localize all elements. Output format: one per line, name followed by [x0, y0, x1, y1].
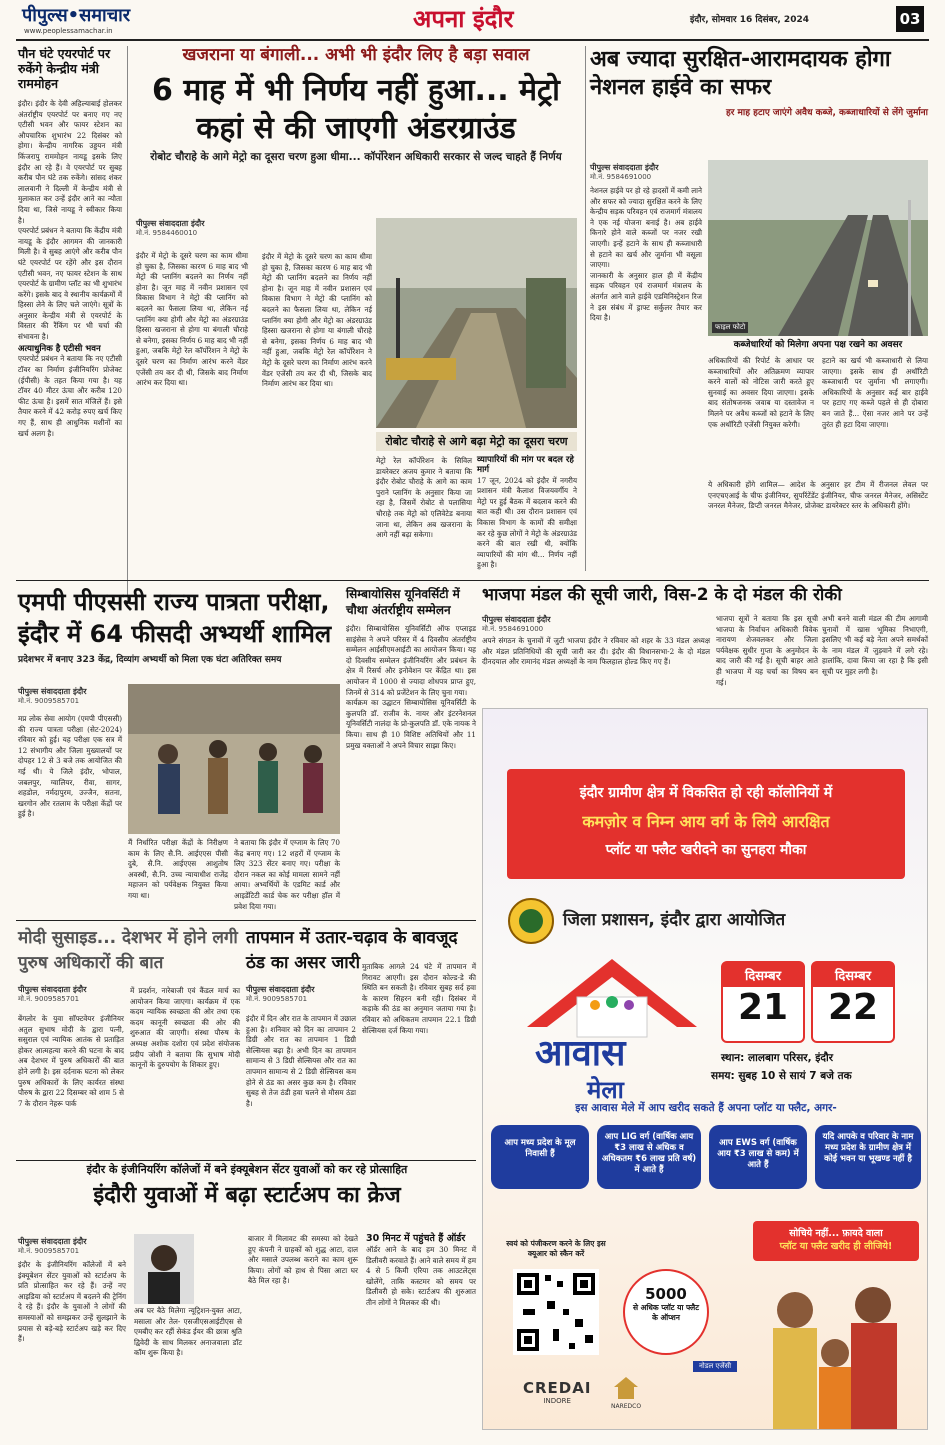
eligibility-heading: इस आवास मेले में आप खरीद सकते हैं अपना प्लॉट या फ्लैट, अगर- [575, 1102, 837, 1114]
naredco-icon [614, 1377, 638, 1399]
ad-venue: स्थान: लालबाग परिसर, इंदौर [721, 1052, 833, 1064]
metro-body-col2: इंदौर में मेट्रो के दूसरे चरण का काम धीमा हो चुका है, जिसका कारण 6 माह बाद भी मेट्रो की प्लानिंग बदलने का निर्णय नहीं होना है। जून माह में नवीन प्रशासन एवं विकास विभाग ने मेट्रो की प्लानिंग को बदलने का फैसला लिया था, लेकिन नई प्लानिंग क्या होगी और मेट्रो का अंडरग्राउंड हिस्सा खजराना से होगा या बंगाली चौराहे से बनेगा, इसका निर्णय 6 माह बाद भी नहीं हुआ, जबकि मेट्रो रेल कॉर्पोरेशन ने मेट्रो के दूसरे चरण का निर्माण आरंभ करने वेंडर एजेंसी तय कर दी थी, जिसके बाद निर्माण आरंभ कर दिया था। [136, 251, 251, 388]
symbiosis-body-2: कार्यक्रम का उद्घाटन सिम्बायोसिस यूनिवर्सिटी के कुलपति डॉ. राजीव के. नायर और इंटरनेशनल यूनिवर्सिटी नालंदा के प्रो-कुलपति डॉ. एके नायक ने किया। साथ ही 10 विशिष्ट अतिथियों और 11 प्रमुख वक्ताओं ने अपने विचार साझा किए। [346, 698, 479, 750]
bjp-byline: पीपुल्स संवाददाता इंदौर [482, 615, 551, 624]
date-card-22 [811, 961, 895, 1043]
date-card-21 [721, 961, 805, 1043]
startup-founder-photo[interactable] [134, 1234, 194, 1304]
bjp-body: अपने संगठन के चुनावों में जुटी भाजपा इंदौर ने रविवार को शहर के 33 मंडल अध्यक्ष और मंडल प्रतिनिधियों की सूची जारी कर दी। इंदौर की विधानसभा-2 के दो मंडल दीनदयाल और रामानंद मंडल अध्यक्षों के नाम फिलहाल होल्ड किए गए हैं। [482, 636, 713, 667]
eligibility-list [491, 1125, 921, 1193]
mppsc-body: मप्र लोक सेवा आयोग (एमपी पीएससी) की राज्य पात्रता परीक्षा (सेट-2024) रविवार को हुई। यह परीक्षा एक सत्र में 12 संभागीय और जिला मुख्यालयों पर दोपहर 12 से 3 बजे तक आयोजित की गई थी। ये जिले इंदौर, भोपाल, जबलपुर, ग्वालियर, रीवा, सागर, शहडोल, नर्मदापुरम, उज्जैन, सतना, खरगोन और रतलाम के परीक्षा केंद्रों पर हुई है। [18, 714, 125, 819]
eligibility-item: आप EWS वर्ग (वार्षिक आय ₹3 लाख से कम) में आते हैं [709, 1125, 807, 1189]
metro-kicker: खजराना या बंगाली... अभी भी इंदौर लिए है बड़ा सवाल [182, 45, 530, 65]
credai-logo-text: CREDAI [523, 1379, 592, 1397]
highway-story [590, 46, 931, 574]
credai-logo [523, 1379, 591, 1405]
bjp-body-3: अभी बनने वाली मंडल की टीम आगामी चुनावों में खास भूमिका निभाएगी, इसलिए भी कई बड़े नेता अपने समर्थकों के नाम मंडल में जुड़वाने में लगे रहे। हालांकि, दावा किया जा रहा है कि इसी सूची पर मुहर लगी है। [822, 614, 931, 676]
startup-phone: मो.नं. 9009585701 [18, 1247, 80, 1255]
registration-qr-code[interactable] [513, 1269, 599, 1355]
metro-body-2: मेट्रो रेल कॉर्पोरेशन के सिविल डायरेक्टर अजय कुमार ने बताया कि इंदौर रोबोट चौराहे के आगे का काम पुराने प्लानिंग के अनुसार किया जा रहा है, जिसमें रोबोट से पलासिया चौराहे तक मेट्रो को एलिवेटेड बनाया जाना था, लेकिन अब खजराना के आगे नहीं बढ़ा सकेगा। [376, 456, 475, 540]
mppsc-exam-photo[interactable] [128, 684, 340, 834]
dateline: इंदौर, सोमवार 16 दिसंबर, 2024 [690, 15, 809, 25]
bjp-story [482, 585, 931, 701]
column-rule-left [127, 46, 128, 601]
ad-tagline-2: प्लॉट या फ्लैट खरीद ही लीजिये! [779, 1241, 893, 1252]
highway-phone: मो.नं. 9584691000 [590, 173, 652, 181]
highway-body-3: ये अधिकारी होंगे शामिल— आदेश के अनुसार हर टीम में रीजनल लेवल पर एनएचएआई के चीफ इंजीनियर, सुपरिंटेंडेंट इंजीनियर, चीफ जनरल मैनेजर, असिस्टेंट जनरल मैनेजर, डिप्टी जनरल मैनेजर, प्रोजेक्ट डायरेक्टर स्तर के अधिकारी होंगे। [708, 480, 931, 511]
date-card-21-month: दिसम्बर [723, 963, 803, 987]
airport-body: इंदौर। इंदौर के देवी अहिल्याबाई होलकर अंतर्राष्ट्रीय एयरपोर्ट पर बनाए गए नए एटीसी भवन और फायर स्टेशन का औपचारिक शुभारंभ 22 दिसंबर को होगा। केन्द्रीय नागरिक उड्डयन मंत्री किंजरापु राममोहन नायडू इसके लिए इंदौर आ रहे हैं। वे एयरपोर्ट पर सुबह करीब पौन घंटे तक रुकेंगे। सांसद शंकर लालवानी ने दिल्ली में केन्द्रीय मंत्री से मुलाकात कर उन्हें इंदौर आने का न्यौता दिया था, जिसे नायडू ने स्वीकार किया है। एयरपोर्ट प्रबंधन ने बताया कि केंद्रीय मंत्री नायडू के इंदौर आगमन की जानकारी मिली है। वे सुबह आएंगे और करीब पौन घंटे एयरपोर्ट पर रहेंगे और इस दौरान एटीसी भवन, नए फायर स्टेशन के साथ एयरपोर्ट के ग्रामीण प्लॉट का भी शुभारंभ करेंगे। इसके बाद वे स्थानीय कार्यक्रमों में हिस्सा लेने के लिए चले जाएंगे। सूत्रों के अनुसार केन्द्रीय मंत्री से एयरपोर्ट के विस्तार की रैंकिंग पर भी चर्चा की संभावना है। [18, 99, 122, 342]
highway-body: नेशनल हाईवे पर हो रहे हादसों में कमी लाने और सफर को ज्यादा सुरक्षित करने के लिए केन्द्रीय सड़क परिवहन एवं राजमार्ग मंत्रालय ने एक नई योजना बनाई है। अब हाईवे किनारे होने वाले कब्जों पर नजर रखी जाएगी। इन्हें हटाने के साथ ही कब्जाधारी से हटाने का खर्च और जुर्माना भी वसूला जाएगा। जानकारी के अनुसार हाल ही में केंद्रीय सड़क परिवहन एवं राजमार्ग मंत्रालय के अंतर्गत आने वाले हाईवे एडमिनिस्ट्रेशन रिज ने इस संबंध में ड्राफ्ट सर्कुलर तैयार कर दिया है। [590, 186, 702, 323]
startup-kicker: इंदौर के इंजीनियरिंग कॉलेजों में बने इंक्यूबेशन सेंटर युवाओं को कर रहे प्रोत्साहित [86, 1163, 408, 1176]
ad-banner-line-1: इंदौर ग्रामीण क्षेत्र में विकसित हो रही कॉलोनियों में [579, 785, 833, 801]
airport-body-2: एयरपोर्ट प्रबंधन ने बताया कि नए एटीसी टॉवर का निर्माण इंजीनियरिंग प्रोजेक्ट (ईपीसी) के तहत किया गया है। यह टॉवर 40 मीटर ऊंचा और करीब 120 फीट ऊंचा है। इसमें सात मंजिलें हैं। इसे तैयार करने में 42 करोड़ रुपए खर्च किए गए हैं, साथ ही आधुनिक मशीनों का खर्च अलग है। [18, 354, 125, 438]
mp-govt-emblem-icon [507, 897, 555, 945]
airport-headline: पौन घंटे एयरपोर्ट पर रुकेंगे केन्द्रीय मंत्री राममोहन [18, 46, 111, 91]
airport-story [18, 46, 125, 601]
nodal-agency-label: नोडल एजेंसी [693, 1361, 737, 1372]
modi-body-2: में प्रदर्शन, नारेबाजी एवं कैंडल मार्च का आयोजन किया जाएगा। कार्यक्रम में एक कदम न्यायिक स्वच्छता की ओर तथा एक कदम कानूनी स्वच्छता की ओर की शुरुआत की जाएगी। संस्था पौरुष के अध्यक्ष अशोक दशोरा एवं प्रदेश संयोजक प्रदीप जोशी ने बताया कि सुभाष मोदी कानूनों के दुरुपयोग के शिकार हुए। [130, 986, 243, 1070]
highway-deck: हर माह हटाए जाएंगे अवैध कब्जे, कब्जाधारियों से लेंगे जुर्माना [725, 108, 928, 118]
metro-deck: रोबोट चौराहे के आगे मेट्रो का दूसरा चरण हुआ धीमा... कॉर्पोरेशन अधिकारी सरकार से जल्द चाहते हैं निर्णय [150, 150, 562, 163]
horizontal-rule-1 [16, 580, 929, 581]
mppsc-phone: मो.नं. 9009585701 [18, 697, 80, 705]
mppsc-story [18, 586, 343, 916]
column-rule-middle [585, 46, 586, 571]
mppsc-body-3: ने बताया कि इंदौर में एग्जाम के लिए 70 केंद्र बनाए गए। 12 शहरों में एग्जाम के लिए 323 सेंटर बनाए गए। परीक्षा के दौरान नकल का कोई मामला सामने नहीं आया। अभ्यर्थियों के एडमिट कार्ड और आइडेंटिटी कार्ड चेक कर परीक्षा हॉल में प्रवेश दिया गया। [234, 838, 343, 911]
date-card-22-day: 22 [827, 987, 879, 1028]
metro-photo-caption: रोबोट चौराहे से आगे बढ़ा मेट्रो का दूसरा चरण [376, 432, 577, 451]
startup-story [18, 1163, 479, 1434]
airport-subhead: अत्याधुनिक है एटीसी भवन [18, 343, 101, 354]
mppsc-headline: एमपी पीएससी राज्य पात्रता परीक्षा, इंदौर में 64 फीसदी अभ्यर्थी शामिल [18, 588, 332, 648]
horizontal-rule-3 [16, 1160, 476, 1161]
section-title: अपना इंदौर [413, 5, 514, 33]
startup-byline: पीपुल्स संवाददाता इंदौर [18, 1237, 87, 1246]
highway-byline: पीपुल्स संवाददाता इंदौर [590, 163, 659, 172]
metro-phone: मो.नं. 9584460010 [136, 229, 198, 237]
eligibility-item: यदि आपके व परिवार के नाम मध्य प्रदेश के ग्रामीण क्षेत्र में कोई भवन या भूखण्ड नहीं है [815, 1125, 921, 1189]
symbiosis-story [346, 586, 479, 916]
page-number: 03 [896, 6, 924, 32]
modi-headline: मोदी सुसाइड... देशभर में होने लगी पुरुष अधिकारों की बात [18, 928, 238, 973]
highway-box-body: अधिकारियों की रिपोर्ट के आधार पर कब्जाधारियों और अतिक्रमण व्यापार करने वालों को नोटिस जारी करते हुए सुनवाई का अवसर दिया जाएगा। इसके बाद संतोषजनक जवाब या दस्तावेज न मिलने पर अवैध कब्जों को हटाने के लिए एक अथॉरिटी एजेंसी नियुक्त करेगी। [708, 356, 817, 429]
horizontal-rule-2 [16, 920, 476, 921]
weather-story [246, 926, 479, 1156]
weather-byline: पीपुल्स संवाददाता इंदौर [246, 985, 315, 994]
highway-box-head: कब्जेधारियों को मिलेगा अपना पक्ष रखने का अवसर [733, 340, 903, 350]
family-photo [745, 1265, 929, 1429]
ad-tagline-1: सोचिये नहीं... फ़ायदे वाला [789, 1228, 883, 1239]
ad-banner-line-2: कमज़ोर व निम्न आय वर्ग के लिये आरक्षित [582, 812, 830, 831]
startup-body-2: अब घर बैठे मिलेगा न्यूट्रिशन-युक्त आटा, मसाला और तेल- एसजीएसआईटीएस से एमबीए कर रहीं सेकंड ईयर की छात्रा श्रुति द्विवेदी के साथ मिलकर अनाजवाला डॉट कॉम शुरू किया है। [134, 1306, 245, 1358]
awas-logo-text: आवास [535, 1033, 626, 1074]
bjp-headline: भाजपा मंडल की सूची जारी, विस-2 के दो मंडल की रोकी [482, 585, 842, 605]
metro-headline: 6 माह में भी निर्णय नहीं हुआ... मेट्रो कहां से की जाएगी अंडरग्राउंड [152, 72, 560, 146]
startup-sidebar-head: 30 मिनट में पहुंचते हैं ऑर्डर [366, 1233, 466, 1244]
mppsc-byline: पीपुल्स संवाददाता इंदौर [18, 687, 87, 696]
credai-logo-sub: INDORE [543, 1397, 571, 1405]
weather-body: इंदौर में दिन और रात के तापमान में उछाल हुआ है। शनिवार को दिन का तापमान 2 डिग्री और रात का तापमान 1 डिग्री सेल्सियस बढ़ा है। अभी दिन का तापमान सामान्य से 3 डिग्री सेल्सियस और रात का तापमान सामान्य से 2 डिग्री सेल्सियस कम होने से ठंड का असर कुछ कम है। रविवार सुबह से तेज ठंडी हवा चलने से मौसम ठंडा है। [246, 1014, 359, 1108]
masthead-rule [16, 39, 929, 41]
naredco-logo [611, 1377, 641, 1410]
options-count-text: से अधिक प्लॉट या फ्लैट के ऑप्शन [632, 1303, 700, 1322]
awas-mela-ad[interactable] [482, 708, 928, 1430]
mppsc-body-2: मैं निर्धारित परीक्षा केंद्रों के निरीक्षण काम के लिए सै.नि. आईएएस पीसी दुबे, सै.नि. आईएएस आशुतोष अवस्थी, सै.नि. उच्च न्यायाधीश राजेंद्र महाजन को पर्यवेक्षक नियुक्त किया गया था। [128, 838, 231, 900]
highway-headline: अब ज्यादा सुरक्षित-आरामदायक होगा नेशनल हाईवे का सफर [590, 47, 891, 100]
brand-url[interactable]: www.peoplessamachar.in [24, 27, 113, 35]
ad-banner-line-3: प्लॉट या फ्लैट खरीदने का सुनहरा मौका [605, 842, 807, 858]
highway-box-body-2: हटाने का खर्च भी कब्जाधारी से लिया जाएगा। इसके साथ ही अथॉरिटी कब्जाधारी पर जुर्माना भी लगाएगी। अधिकारियों के अनुसार कई बार हाईवे पर हटाए गए कब्जे पहले से ही दोबारा बन जाते हैं... ऐसा नजर आने पर उन्हें तुरंत ही हटा दिया जाएगा। [822, 356, 931, 429]
highway-photo-tag: फाइल फोटो [712, 322, 748, 333]
date-card-21-day: 21 [737, 987, 789, 1028]
brand-logo[interactable]: पीपुल्स•समाचार [22, 5, 131, 26]
bjp-body-2: भाजपा सूत्रों ने बताया कि इस सूची भाजपा के निर्वाचन अधिकारी विवेक नारायण शेजवलकर और जिला पर्यवेक्षक सुधीर गुप्ता के अनुमोदन के बाद जारी की गई है। सूची बाहर आते ही भाजपा में यह चर्चा का विषय बन गई। [716, 614, 821, 687]
ad-tagline-box [753, 1221, 919, 1261]
options-count-circle [623, 1269, 709, 1355]
metro-construction-photo[interactable] [376, 218, 577, 428]
naredco-logo-text: NAREDCO [611, 1403, 642, 1410]
qr-caption: स्वयं को पंजीकरण करने के लिए इस क्यूआर को स्कैन करें [506, 1239, 606, 1258]
masthead [0, 0, 945, 40]
ad-timing: समय: सुबह 10 से सायं 7 बजे तक [711, 1070, 852, 1082]
symbiosis-headline: सिम्बायोसिस यूनिवर्सिटी में चौथा अंतर्राष्ट्रीय सम्मेलन [346, 587, 460, 617]
startup-body-3: बाजार में मिलावट की समस्या को देखते हुए कंपनी ने ग्राहकों को शुद्ध आटा, दाल और मसाले उपलब्ध कराने का काम शुरू किया। लोगों को हाथ से पिसा आटा घर बैठे मिल रहा है। [248, 1234, 361, 1286]
weather-headline: तापमान में उतार-चढ़ाव के बावजूद ठंड का असर जारी [246, 928, 458, 973]
metro-story [132, 46, 580, 601]
ad-organizer: जिला प्रशासन, इंदौर द्वारा आयोजित [563, 910, 786, 930]
symbiosis-body: इंदौर। सिम्बायोसिस यूनिवर्सिटी ऑफ एप्लाइड साइंसेस ने अपने परिसर में 4 दिवसीय अंतर्राष्ट्रीय सम्मेलन आईसीएमआईटी का आयोजन किया। यह दो दिवसीय सम्मेलन इंजीनियरिंग और प्रबंधन के क्षेत्र में रिसर्च और इनोवेशन पर केंद्रित था। इस आयोजन में 1000 से ज्यादा शोधपत्र प्राप्त हुए, जिनमें से 314 को प्रजेंटेशन के लिए चुना गया। [346, 624, 479, 697]
startup-headline: इंदौरी युवाओं में बढ़ा स्टार्टअप का क्रेज [93, 1182, 401, 1208]
bjp-phone: मो.नं. 9584691000 [482, 625, 544, 633]
ad-banner [507, 769, 905, 879]
options-count-number: 5000 [645, 1285, 687, 1303]
mppsc-deck: प्रदेशभर में बनाए 323 केंद्र, दिव्यांग अभ्यर्थी को मिला एक घंटा अतिरिक्त समय [18, 655, 282, 665]
eligibility-item: आप मध्य प्रदेश के मूल निवासी हैं [491, 1125, 589, 1189]
metro-sidebar-body: 17 जून, 2024 को इंदौर में नगरीय प्रशासन मंत्री कैलाश विजयवर्गीय ने मेट्रो पर हुई बैठक में बदलाव करने की बात कही थी। उस दौरान प्रशासन एवं विकास विभाग के कामों की समीक्षा कर रहे कुछ लोगों ने मेट्रो के अंडरग्राउंड करने की बात रखी थी, क्योंकि व्यापारियों की मांग थी... निर्णय नहीं हुआ है। [477, 475, 580, 570]
mela-logo-text: मेला [587, 1076, 624, 1104]
weather-phone: मो.नं. 9009585701 [246, 995, 308, 1003]
startup-body: इंदौर के इंजीनियरिंग कॉलेजों में बने इंक्यूबेशन सेंटर युवाओं को स्टार्टअप के प्रति प्रोत्साहित कर रहे हैं। उन्हें नए आइडिया को स्टार्टअप में बदलने की ट्रेनिंग दे रहे हैं। इंदौर के युवाओं ने लोगों की समस्याओं को समझकर उन्हें सुलझाने के प्रयास से बड़े-बड़े स्टार्टअप खड़े कर दिए हैं। [18, 1260, 129, 1344]
startup-sidebar-body: ऑर्डर आने के बाद हम 30 मिनट में डिलीवरी करवाते हैं। आने वाले समय में हम 4 से 5 किमी एरिया तक आउटलेट्स खोलेंगे, ताकि कस्टमर को समय पर डिलीवरी हो सके। स्टार्टअप की शुरुआत तीन लोगों ने मिलकर की थी। [366, 1244, 479, 1307]
eligibility-item: आप LIG वर्ग (वार्षिक आय ₹3 लाख से अधिक व अधिकतम ₹6 लाख प्रति वर्ष) में आते हैं [597, 1125, 701, 1189]
metro-byline: पीपुल्स संवाददाता इंदौर [136, 219, 205, 228]
modi-phone: मो.नं. 9009585701 [18, 995, 80, 1003]
modi-byline: पीपुल्स संवाददाता इंदौर [18, 985, 87, 994]
modi-body: बेंगलोर के युवा सॉफ्टवेयर इंजीनियर अतुल सुभाष मोदी के द्वारा पत्नी, ससुराल एवं न्यायिक आतंक से प्रताड़ित होकर आत्महत्या करने की घटना के बाद अब देशभर में पुरुष अधिकारों की बात होने लगी है। इस दर्दनाक घटना को लेकर पुरुष अधिकारों के लिए कार्यरत संस्था पौरुष के द्वारा 22 दिसम्बर को शाम 5 से 7 के दौरान नेहरू पार्क [18, 1014, 127, 1108]
modi-story [18, 926, 243, 1156]
metro-sidebar-head: व्यापारियों की मांग पर बदल रहे मार्ग [477, 455, 574, 475]
metro-body: इंदौर में मेट्रो के दूसरे चरण का काम धीमा हो चुका है, जिसका कारण 6 माह बाद भी मेट्रो की प्लानिंग बदलने का निर्णय नहीं होना है। जून माह में नवीन प्रशासन एवं विकास विभाग ने मेट्रो की प्लानिंग को बदलने का फैसला लिया था, लेकिन नई प्लानिंग क्या होगी और मेट्रो का अंडरग्राउंड हिस्सा खजराना से होगा या बंगाली चौराहे से बनेगा, इसका निर्णय 6 माह बाद भी नहीं हुआ, जबकि मेट्रो रेल कॉर्पोरेशन ने मेट्रो के दूसरे चरण का निर्माण आरंभ करने वेंडर एजेंसी तय कर दी थी, जिसके बाद निर्माण आरंभ कर दिया था। [262, 252, 375, 389]
weather-body-2: मुताबिक आगले 24 घंटे में तापमान में गिरावट आएगी। इस दौरान कोल्ड-डे की स्थिति बन सकती है। रविवार सुबह सर्द हवा के कारण सिहरन बनी रही। दिसंबर में कड़ाके की ठंड का अनुमान जताया गया है। रविवार को अधिकतम तापमान 22.1 डिग्री सेल्सियस दर्ज किया गया। [362, 962, 479, 1035]
date-card-22-month: दिसम्बर [813, 963, 893, 987]
highway-photo[interactable] [708, 160, 928, 336]
